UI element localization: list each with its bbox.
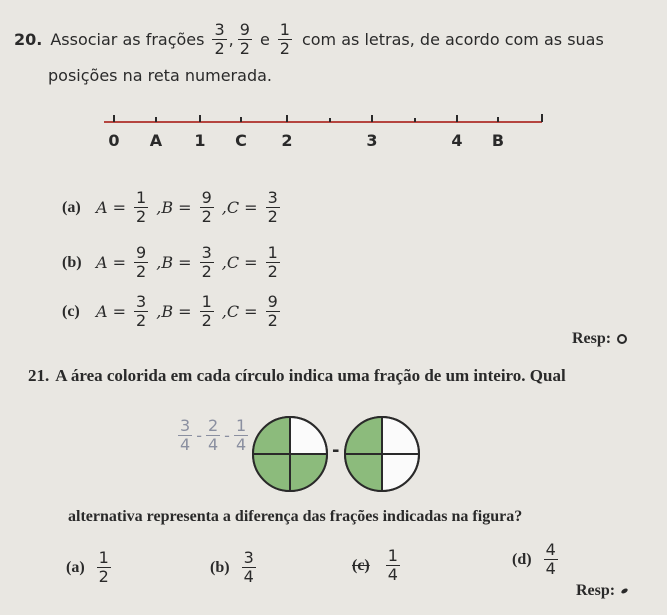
q21-option-d[interactable]: (d) $\frac{4}{4}$	[512, 540, 556, 578]
q21-resp[interactable]: Resp:	[576, 582, 628, 600]
q20-text-after: com as letras, de acordo com as suas	[301, 30, 604, 49]
q20-frac-2: $\frac{9}{2}$	[239, 20, 250, 58]
circle-right	[342, 414, 422, 494]
q20-conj: e	[259, 30, 270, 49]
q20-frac-1: $\frac{3}{2}$	[214, 20, 225, 58]
circle-minus: -	[332, 440, 340, 461]
q20-line2: posições na reta numerada.	[48, 66, 272, 85]
q21-option-c-letter-crossed: (c)	[352, 556, 370, 574]
q20-option-c[interactable]: (c) A = $\frac{3}{2}$ ,B = $\frac{1}{2}$ ,C = $\frac{9}{2}$	[62, 292, 278, 330]
q20-text-before: Associar as frações	[50, 30, 205, 49]
q20-frac-3: $\frac{1}{2}$	[279, 20, 290, 58]
number-line	[100, 108, 560, 132]
q21-number: 21.	[28, 366, 50, 385]
handwritten-note: $\frac{3}{4}$ - $\frac{2}{4}$ - $\frac{1}{4}$	[180, 416, 247, 454]
nl-label-1: 1	[194, 131, 206, 150]
nl-label-4: 4	[451, 131, 463, 150]
q20-header: 20. Associar as frações $\frac{3}{2}$ , $\frac{9}{2}$ e $\frac{1}{2}$ com as letras, de acordo com as suas	[14, 20, 604, 58]
q21-header	[28, 366, 566, 386]
nl-label-2: 2	[281, 131, 293, 150]
q21-option-a[interactable]: (a) $\frac{1}{2}$	[66, 548, 109, 586]
q20-option-a[interactable]: (a) A = $\frac{1}{2}$ ,B = $\frac{9}{2}$ ,C = $\frac{3}{2}$	[62, 188, 278, 226]
nl-label-3: 3	[366, 131, 378, 150]
resp-mark	[617, 334, 627, 344]
circle-left	[250, 414, 330, 494]
nl-label-c: C	[235, 131, 247, 150]
nl-label-a: A	[149, 131, 163, 150]
q21-option-b[interactable]: (b) $\frac{3}{4}$	[210, 548, 254, 586]
q20-resp[interactable]: Resp:	[572, 330, 627, 348]
q20-option-b[interactable]: (b) A = $\frac{9}{2}$ ,B = $\frac{3}{2}$ ,C = $\frac{1}{2}$	[62, 243, 278, 281]
nl-label-b: B	[491, 131, 505, 150]
nl-label-0: 0	[108, 131, 120, 150]
resp-mark	[621, 588, 629, 595]
q21-text: A área colorida em cada círculo indica uma fração de um inteiro. Qual	[55, 366, 566, 385]
q21-line2: alternativa representa a diferença das frações indicadas na figura?	[68, 508, 523, 525]
q21-option-c[interactable]: (c) $\frac{1}{4}$	[352, 546, 398, 584]
q20-number: 20.	[14, 30, 43, 49]
